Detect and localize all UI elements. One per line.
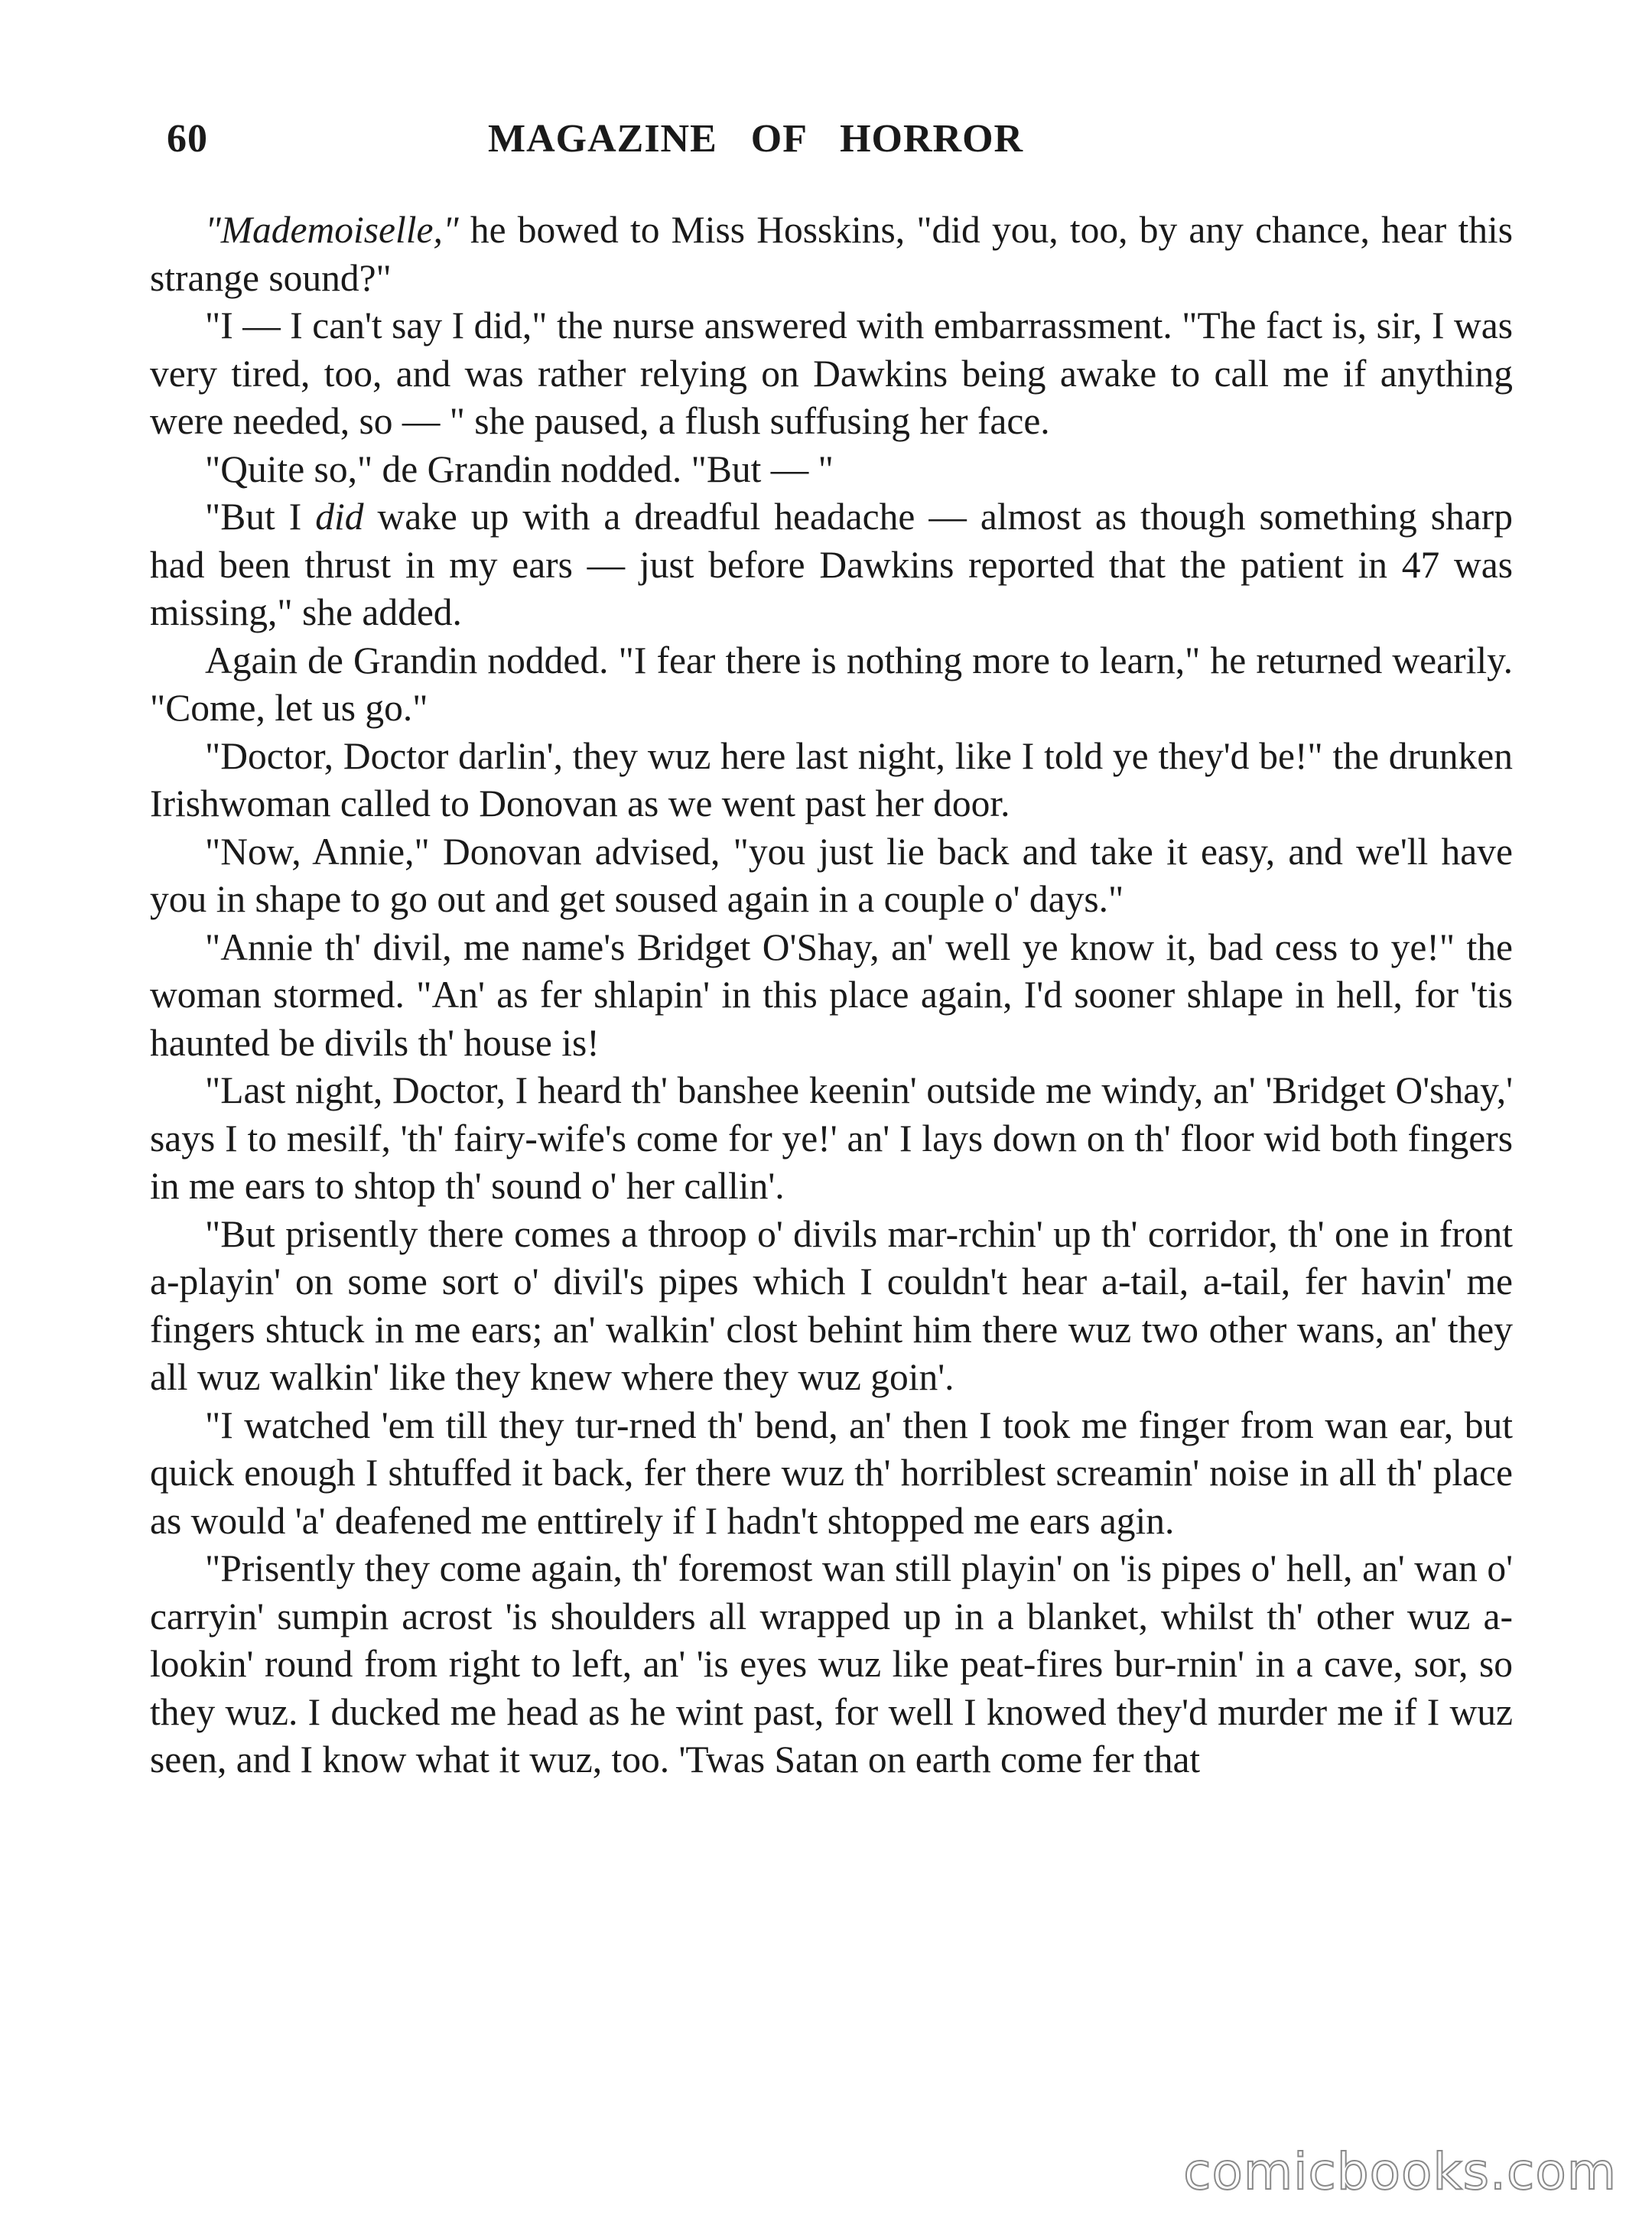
paragraph: "Mademoiselle," he bowed to Miss Hosskins, "did you, too, by any chance, hear this strange sound?" xyxy=(150,209,1513,299)
paragraph: "Last night, Doctor, I heard th' banshee keenin' outside me windy, an' 'Bridget O'shay,' says I to mesilf, 'th' fairy-wife's come for ye!' an' I lays down on th' floor wid both fingers in me ears to shtop th' sound o' her callin'. xyxy=(150,1069,1513,1207)
paragraph: "Now, Annie," Donovan advised, "you just lie back and take it easy, and we'll have you in shape to go out and get soused again in a couple o' days." xyxy=(150,830,1513,920)
page-header xyxy=(167,116,1513,177)
watermark: comicbooks.com xyxy=(1183,2142,1617,2201)
paragraph: "But I did wake up with a dreadful headache — almost as though something sharp had been thrust in my ears — just before Dawkins reported that the patient in 47 was missing," she added. xyxy=(150,496,1513,633)
paragraph: "Doctor, Doctor darlin', they wuz here last night, like I told ye they'd be!" the drunken Irishwoman called to Donovan as we went past her door. xyxy=(150,734,1513,824)
page-number: 60 xyxy=(167,117,208,161)
paragraph: Again de Grandin nodded. "I fear there is nothing more to learn," he returned wearily. "Come, let us go." xyxy=(150,639,1513,729)
paragraph: "I — I can't say I did," the nurse answered with embarrassment. "The fact is, sir, I was very tired, too, and was rather relying on Dawkins being awake to call me if anything were needed, so — " she paused, a flush suffusing her face. xyxy=(150,304,1513,442)
paragraph: "I watched 'em till they tur-rned th' bend, an' then I took me finger from wan ear, but quick enough I shtuffed it back, fer there wuz th' horriblest screamin' noise in all th' place as would 'a' deafened me enttirely if I hadn't shtopped me ears agin. xyxy=(150,1403,1513,1542)
emphasis: "Mademoiselle," xyxy=(205,209,459,251)
paragraph: "Quite so," de Grandin nodded. "But — " xyxy=(205,447,834,490)
paragraph: "Annie th' divil, me name's Bridget O'Shay, an' well ye know it, bad cess to ye!" the woman stormed. "An' as fer shlapin' in this place again, I'd sooner shlape in hell, for 'tis haunted be divils th' house is! xyxy=(150,925,1513,1064)
running-title: MAGAZINE OF HORROR xyxy=(488,117,1024,161)
story-text xyxy=(150,207,1513,1784)
emphasis: did xyxy=(315,496,364,538)
paragraph: "But prisently there comes a throop o' divils mar-rchin' up th' corridor, th' one in front a-playin' on some sort o' divil's pipes which I couldn't hear a-tail, a-tail, fer havin' me fingers shtuck in me ears; an' walkin' clost behint him there wuz two other wans, an' they all wuz walkin' like they knew where they wuz goin'. xyxy=(150,1212,1513,1398)
paragraph: "Prisently they come again, th' foremost wan still playin' on 'is pipes o' hell, an' wan o' carryin' sumpin acrost 'is shoulders all wrapped up in a blanket, whilst th' other wuz a-lookin' round from right to left, an' 'is eyes wuz like peat-fires bur-rnin' in a cave, sor, so they wuz. I ducked me head as he wint past, for well I knowed they'd murder me if I wuz seen, and I know what it wuz, too. 'Twas Satan on earth come fer that xyxy=(150,1547,1513,1781)
